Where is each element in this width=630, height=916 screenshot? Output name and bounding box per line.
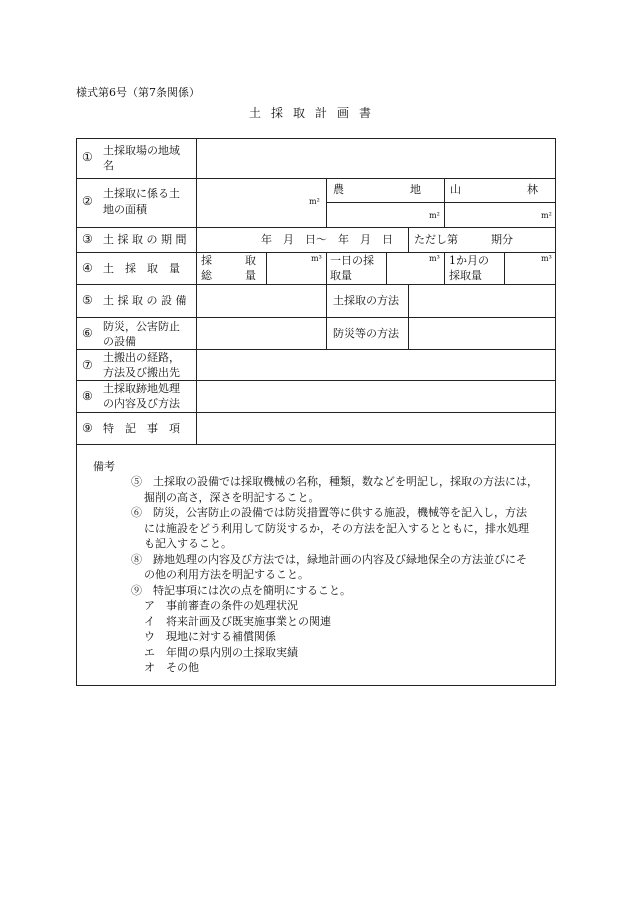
cell-divider bbox=[444, 252, 445, 284]
row-number: ⑤ bbox=[82, 293, 93, 307]
cell-divider bbox=[326, 178, 327, 227]
row-divider bbox=[77, 412, 555, 413]
row-label-line: 防災，公害防止 bbox=[103, 320, 180, 333]
row-number: ⑧ bbox=[82, 389, 93, 403]
unit-label: m² bbox=[309, 197, 320, 206]
cell-divider bbox=[326, 252, 327, 284]
note-line: ⑤ 土採取の設備では採取機械の名称，種類，数などを明記し，採取の方法には， bbox=[131, 475, 538, 488]
daily-amount-label: 一日の採 bbox=[330, 254, 374, 267]
note-line: ⑨ 特記事項には次の点を簡明にすること。 bbox=[131, 584, 351, 597]
unit-label: m³ bbox=[541, 254, 552, 263]
cell-divider bbox=[386, 252, 387, 284]
method-label: 土採取の方法 bbox=[333, 294, 399, 307]
note-line: オ その他 bbox=[144, 661, 199, 674]
notes-heading: 備考 bbox=[93, 460, 115, 473]
row-number: ① bbox=[82, 150, 93, 164]
cell-divider bbox=[326, 284, 327, 349]
row-number: ② bbox=[82, 194, 93, 208]
cell-divider bbox=[504, 252, 505, 284]
note-line: エ 年間の県内別の土採取実績 bbox=[144, 646, 298, 659]
row-divider bbox=[77, 227, 555, 228]
row-divider bbox=[77, 284, 555, 285]
note-line: も記入すること。 bbox=[144, 537, 232, 550]
cell-divider bbox=[326, 202, 555, 203]
monthly-amount-label: 1か月の bbox=[449, 254, 489, 267]
note-line: ⑧ 跡地処理の内容及び方法では，緑地計画の内容及び緑地保全の方法並びにそ bbox=[131, 553, 527, 566]
row-label-line: の設備 bbox=[103, 335, 136, 348]
total-amount-label: 採 取 bbox=[201, 254, 256, 267]
form-number: 様式第6号（第7条関係） bbox=[76, 86, 200, 99]
note-line: の他の利用方法を明記すること。 bbox=[144, 568, 309, 581]
period-split-text: ただし第 期分 bbox=[414, 233, 513, 246]
row-divider bbox=[77, 317, 555, 318]
note-line: には施設をどう利用して防災するか，その方法を記入するとともに，排水処理 bbox=[144, 522, 529, 535]
note-line: ア 事前審査の条件の処理状況 bbox=[144, 599, 298, 612]
row-label: 土 採 取 の 期 間 bbox=[103, 233, 187, 246]
document-title: 土採取計画書 bbox=[248, 106, 381, 120]
row-divider bbox=[77, 444, 555, 445]
row-number: ④ bbox=[82, 261, 93, 275]
total-amount-label: 総 量 bbox=[201, 269, 256, 282]
daily-amount-label: 取量 bbox=[330, 269, 352, 282]
row-number: ⑨ bbox=[82, 421, 93, 435]
forest-label: 山 林 bbox=[450, 183, 538, 196]
period-text: 年 月 日～ 年 月 日 bbox=[261, 233, 393, 246]
row-label: 特 記 事 項 bbox=[103, 422, 180, 435]
cell-divider bbox=[408, 284, 409, 349]
note-line: イ 将来計画及び既実施事業との関連 bbox=[144, 615, 331, 628]
row-label-line: 土採取場の地域 bbox=[103, 144, 180, 157]
row-label-line: 土採取跡地処理 bbox=[103, 382, 180, 395]
row-number: ⑦ bbox=[82, 358, 93, 372]
row-label-line: 土搬出の経路， bbox=[103, 351, 180, 364]
label-column-divider bbox=[196, 139, 197, 444]
row-label-line: 名 bbox=[103, 159, 114, 172]
monthly-amount-label: 採取量 bbox=[449, 269, 482, 282]
unit-label: m³ bbox=[311, 254, 322, 263]
row-number: ③ bbox=[82, 232, 93, 246]
note-line: ⑥ 防災，公害防止の設備では防災措置等に供する施設，機械等を記入し，方法 bbox=[131, 506, 527, 519]
note-line: 掘削の高さ，深さを明記すること。 bbox=[144, 491, 320, 504]
row-label-line: 地の面積 bbox=[103, 203, 147, 216]
cell-divider bbox=[444, 178, 445, 227]
row-label-line: の内容及び方法 bbox=[103, 397, 180, 410]
row-divider bbox=[77, 178, 555, 179]
cell-divider bbox=[266, 252, 267, 284]
prevention-method-label: 防災等の方法 bbox=[333, 327, 399, 340]
unit-label: m² bbox=[429, 211, 440, 220]
row-label: 土 採 取 量 bbox=[103, 262, 180, 275]
cell-divider bbox=[408, 227, 409, 252]
note-line: ウ 現地に対する補償関係 bbox=[144, 630, 276, 643]
row-label-line: 土採取に係る土 bbox=[103, 187, 180, 200]
row-label: 土 採 取 の 設 備 bbox=[103, 294, 187, 307]
row-label-line: 方法及び搬出先 bbox=[103, 366, 180, 379]
row-number: ⑥ bbox=[82, 326, 93, 340]
farmland-label: 農 地 bbox=[333, 183, 421, 196]
unit-label: m² bbox=[541, 211, 552, 220]
unit-label: m³ bbox=[429, 254, 440, 263]
